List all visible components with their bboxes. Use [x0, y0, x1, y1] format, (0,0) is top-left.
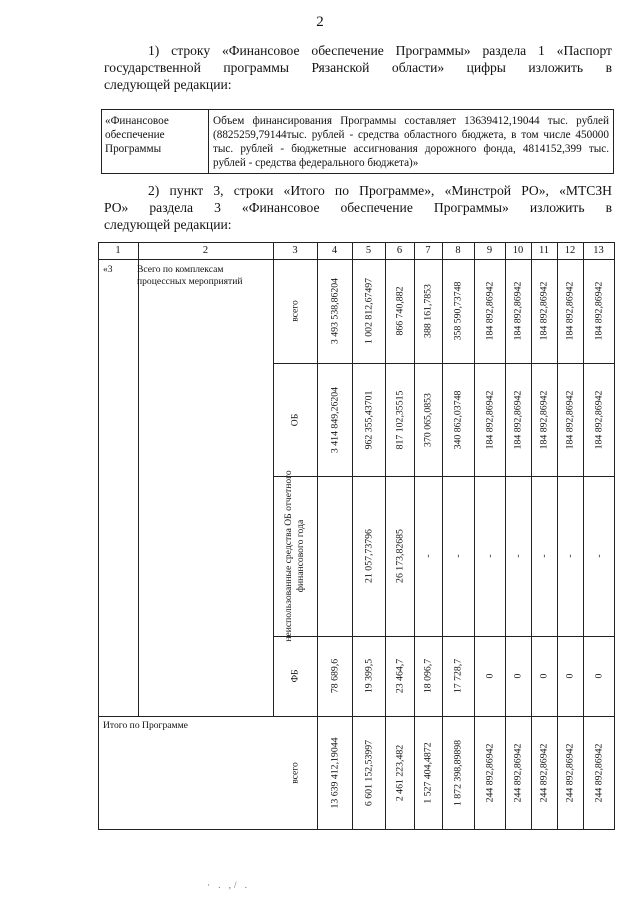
column-header-6: 6 — [396, 245, 403, 256]
table-vline — [557, 242, 558, 830]
table-hline — [273, 363, 615, 364]
table-hline — [98, 242, 615, 243]
paragraph-2 — [104, 182, 612, 233]
table-hline — [273, 636, 615, 637]
column-header-2: 2 — [202, 245, 209, 256]
table-hline — [98, 716, 615, 717]
table-vline — [352, 242, 353, 830]
row-name: Всего по комплексам процессных мероприятий — [137, 264, 243, 287]
column-header-10: 10 — [512, 245, 524, 256]
table-vline — [505, 242, 506, 830]
table-vline — [273, 242, 274, 717]
column-header-5: 5 — [365, 245, 372, 256]
column-header-7: 7 — [425, 245, 431, 256]
column-header-3: 3 — [292, 245, 298, 256]
table-vline — [98, 242, 99, 830]
table-vline — [385, 242, 386, 830]
table-vline — [583, 242, 584, 830]
column-header-1: 1 — [115, 245, 121, 256]
table-vline — [474, 242, 475, 830]
passport-text: Объем финансирования Программы составляет 13639412,19044 тыс. рублей (8825259,79144тыс. рублей - средства областного бюджета, в том числе 450000 тыс. рублей - бюджетные ассигнования дорожного фонда, 4814152,399 тыс. рублей - средства федерального бюджета)» — [213, 115, 609, 169]
paragraph-1-line-2: государственной программы Рязанской области» цифры изложить в — [104, 60, 612, 75]
column-header-9: 9 — [486, 245, 493, 256]
passport-label: «Финансовое обеспечение Программы — [102, 110, 209, 173]
page-number: 2 — [316, 14, 324, 30]
table-vline — [531, 242, 532, 830]
table-vline — [442, 242, 443, 830]
table-vline — [317, 242, 318, 830]
table-vline — [138, 242, 139, 717]
margin-marks: · . ,/ . — [207, 880, 250, 890]
table-hline — [98, 259, 615, 260]
itogo-name: Итого по Программе — [103, 720, 188, 731]
column-header-11: 11 — [538, 245, 550, 256]
table-vline — [414, 242, 415, 830]
column-header-8: 8 — [455, 245, 461, 256]
paragraph-1-line-3: следующей редакции: — [104, 77, 232, 92]
table-hline — [98, 829, 615, 830]
paragraph-1 — [104, 42, 612, 93]
column-header-12: 12 — [564, 245, 576, 256]
table-vline — [614, 242, 615, 830]
paragraph-2-line-1: 2) пункт 3, строки «Итого по Программе», «Минстрой РО», «МТСЗН — [148, 183, 612, 198]
column-header-4: 4 — [331, 245, 338, 256]
column-header-13: 13 — [593, 245, 604, 256]
paragraph-2-line-2: РО» раздела 3 «Финансовое обеспечение Программы» изложить в — [104, 200, 612, 215]
passport-table — [101, 109, 614, 174]
paragraph-1-line-1: 1) строку «Финансовое обеспечение Программы» раздела 1 «Паспорт — [148, 43, 612, 58]
paragraph-2-line-3: следующей редакции: — [104, 217, 232, 232]
table-hline — [273, 476, 615, 477]
row-number: «3 — [103, 264, 113, 275]
